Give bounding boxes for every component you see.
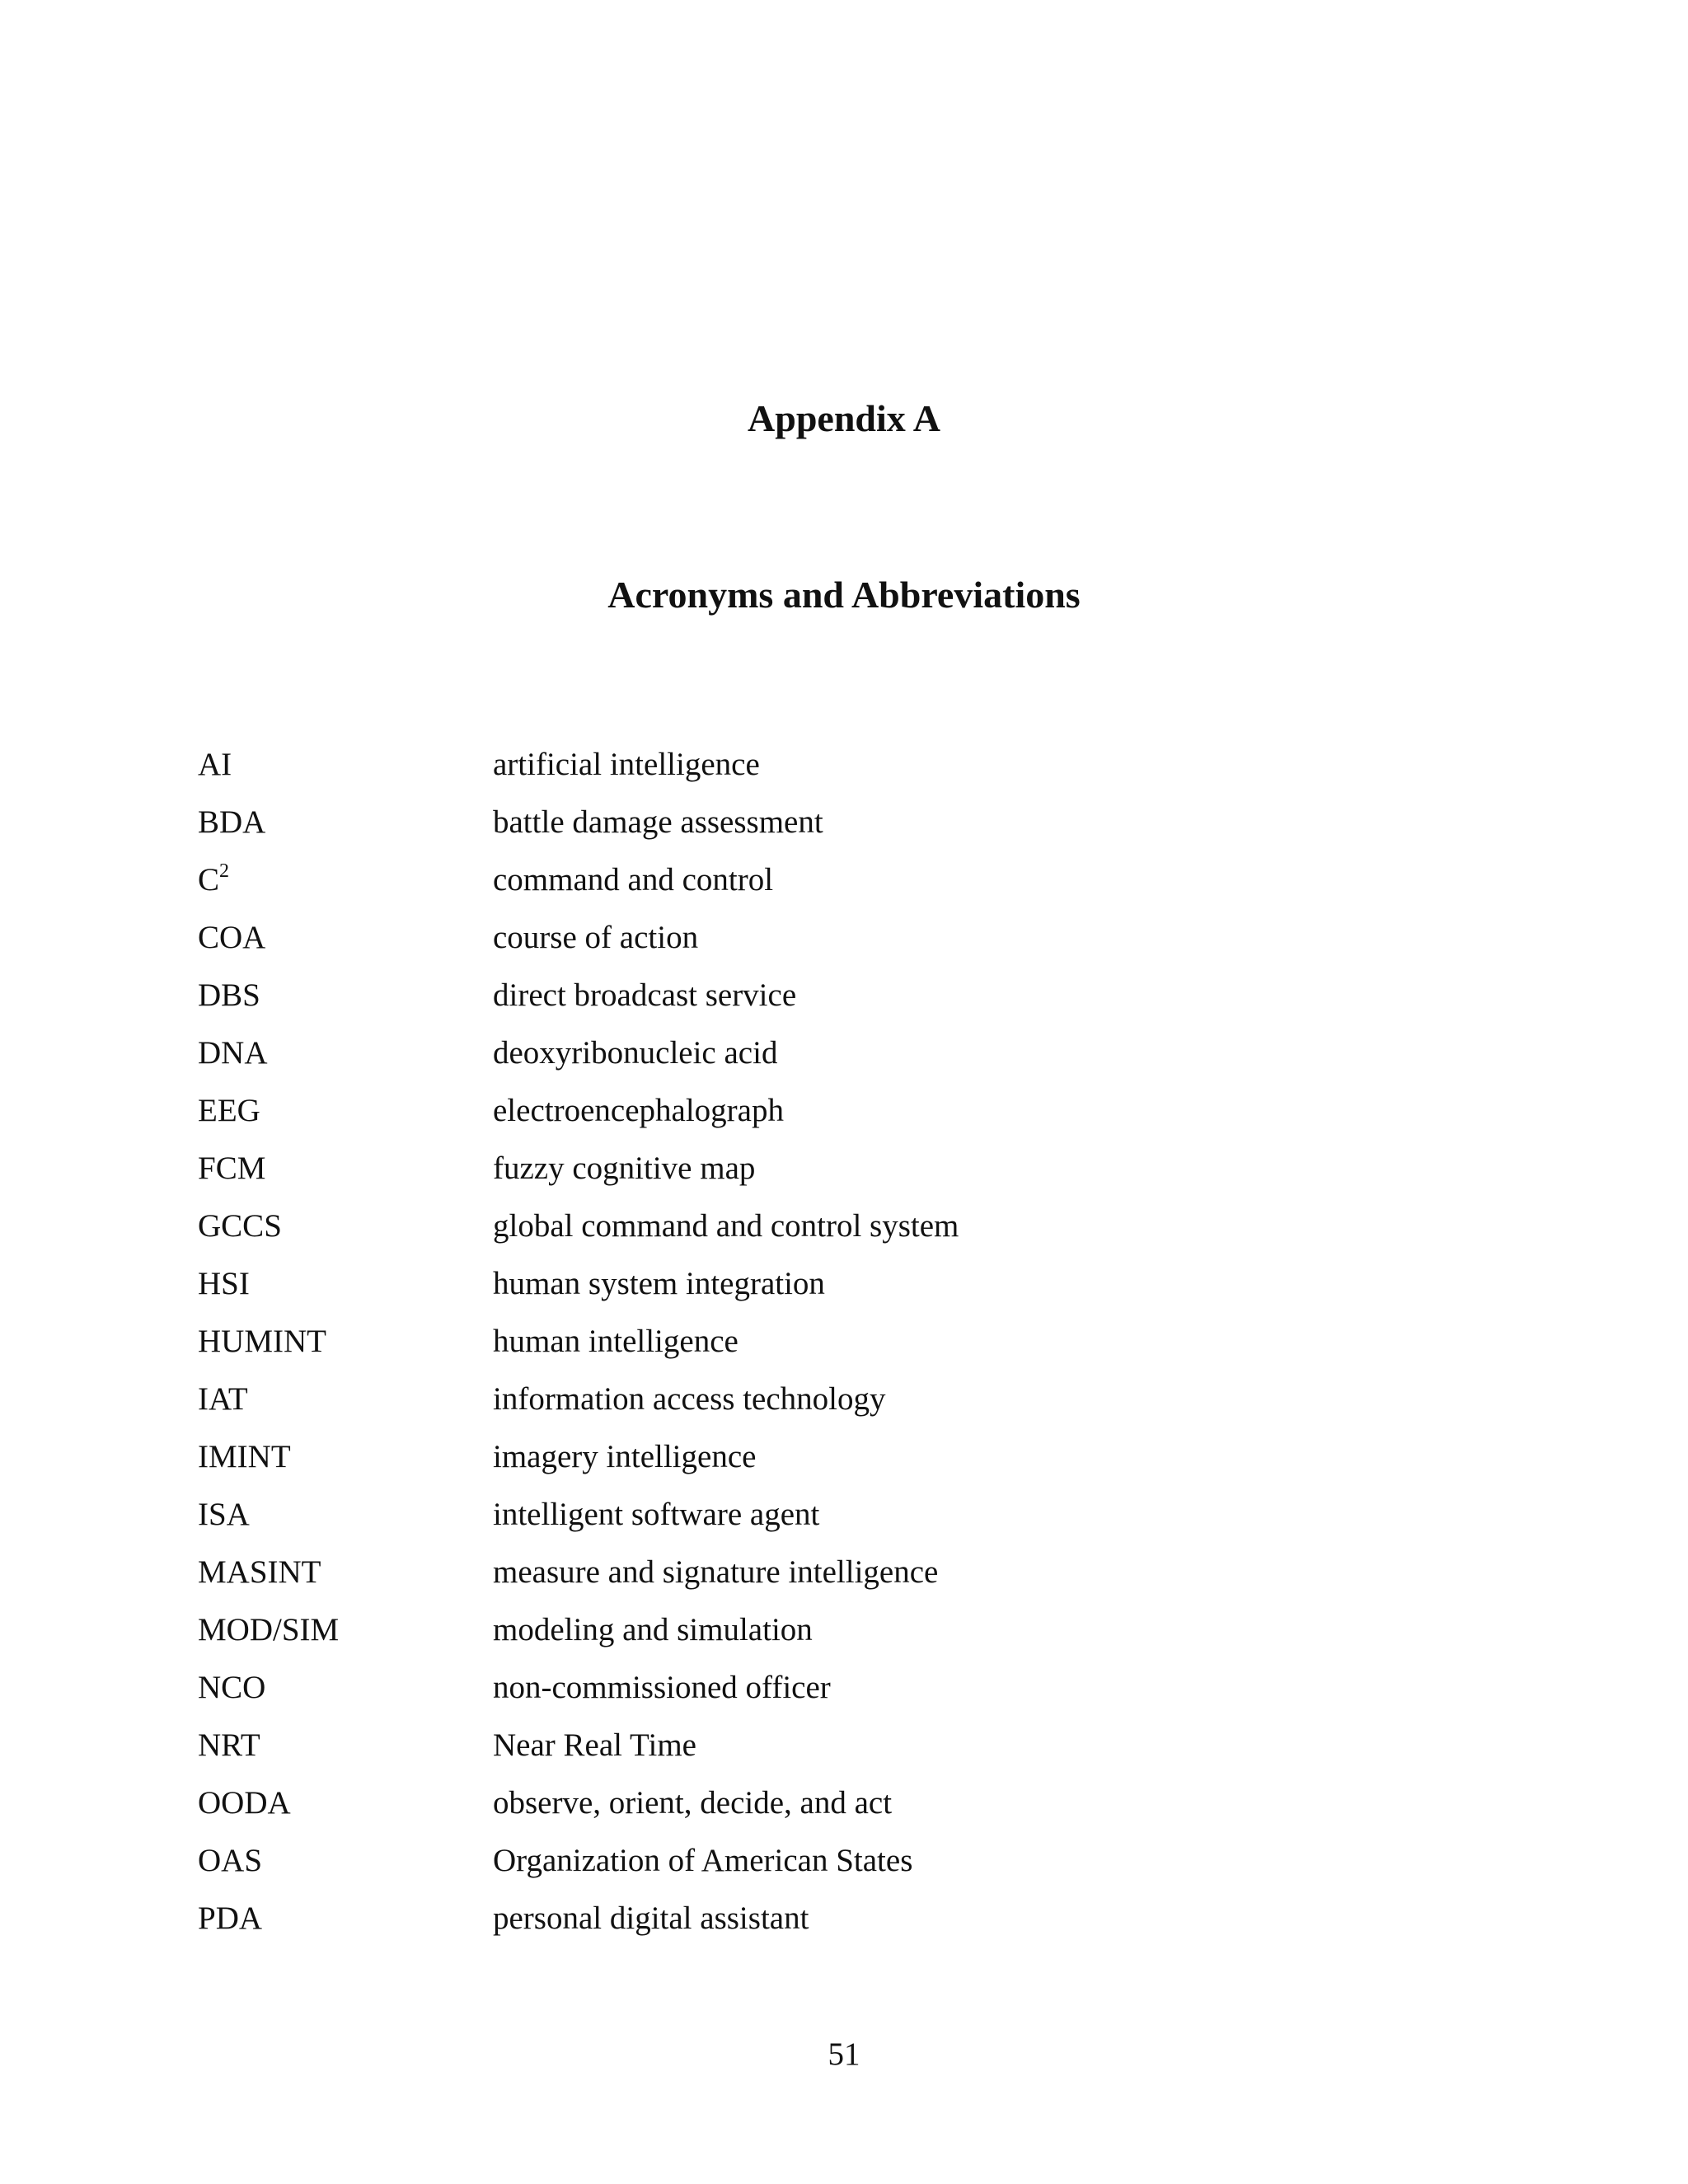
appendix-title: Appendix A [748,397,940,439]
acronym-definition: personal digital assistant [493,1900,809,1936]
acronym-term: IAT [198,1381,248,1417]
acronym-definition: observe, orient, decide, and act [493,1785,893,1821]
acronym-definition: battle damage assessment [493,804,823,840]
acronym-definition: intelligent software agent [493,1497,820,1532]
acronym-term: EEG [198,1093,260,1128]
acronym-term: BDA [198,804,266,840]
acronym-term: DNA [198,1035,268,1071]
acronym-definition: Near Real Time [493,1727,696,1763]
acronym-term: MASINT [198,1554,321,1590]
acronym-term: AI [198,747,232,782]
acronym-row-c2 [198,851,1517,909]
acronym-definition: human intelligence [493,1324,738,1359]
acronym-definition: Organization of American States [493,1843,913,1878]
acronym-row-iat [198,1371,1517,1428]
acronym-definition: non-commissioned officer [493,1670,831,1705]
acronym-definition: artificial intelligence [493,747,760,782]
acronym-term: DBS [198,977,260,1013]
acronym-term: GCCS [198,1208,282,1244]
acronym-term: ISA [198,1497,250,1532]
acronym-term: OAS [198,1843,263,1878]
acronym-definition: measure and signature intelligence [493,1554,939,1590]
acronym-definition: direct broadcast service [493,977,797,1013]
acronym-row-eeg [198,1082,1517,1140]
acronym-term: NRT [198,1727,260,1763]
acronym-definition: electroencephalograph [493,1093,784,1128]
acronym-row-fcm [198,1140,1517,1197]
acronym-row-mod-sim [198,1601,1517,1659]
acronym-definition: information access technology [493,1381,886,1417]
acronym-definition: human system integration [493,1266,825,1301]
acronym-row-gccs [198,1197,1517,1255]
acronym-definition: fuzzy cognitive map [493,1151,756,1186]
acronym-term-base: C [198,862,220,898]
acronym-row-ooda [198,1774,1517,1832]
acronym-row-masint [198,1544,1517,1601]
acronym-row-imint [198,1428,1517,1486]
acronym-definition: deoxyribonucleic acid [493,1035,778,1071]
acronym-row-nco [198,1659,1517,1717]
acronym-definition: imagery intelligence [493,1439,757,1474]
acronym-row-bda [198,794,1517,851]
acronym-definition: modeling and simulation [493,1612,813,1647]
acronym-term: OODA [198,1785,291,1821]
acronym-row-coa [198,909,1517,967]
page-number: 51 [828,2036,860,2072]
acronym-row-hsi [198,1255,1517,1313]
acronym-term-superscript: 2 [219,860,230,882]
acronym-row-nrt [198,1717,1517,1774]
acronym-row-ai [198,736,1517,794]
acronym-row-isa [198,1486,1517,1544]
acronym-term: HSI [198,1266,250,1301]
acronym-row-dbs [198,967,1517,1024]
acronym-row-pda [198,1890,1517,1947]
acronym-term: IMINT [198,1439,291,1474]
acronym-term-c2 [198,860,493,901]
acronym-list [198,736,1517,1947]
acronym-term: FCM [198,1151,266,1186]
section-title: Acronyms and Abbreviations [607,574,1081,616]
acronym-term: NCO [198,1670,266,1705]
acronym-term: HUMINT [198,1324,326,1359]
acronym-row-humint [198,1313,1517,1371]
acronym-definition: global command and control system [493,1208,959,1244]
acronym-term: COA [198,920,266,955]
acronym-definition: command and control [493,862,774,898]
acronym-definition: course of action [493,920,699,955]
acronym-row-oas [198,1832,1517,1890]
acronym-term: MOD/SIM [198,1612,340,1647]
acronym-row-dna [198,1024,1517,1082]
acronym-term: PDA [198,1900,263,1936]
